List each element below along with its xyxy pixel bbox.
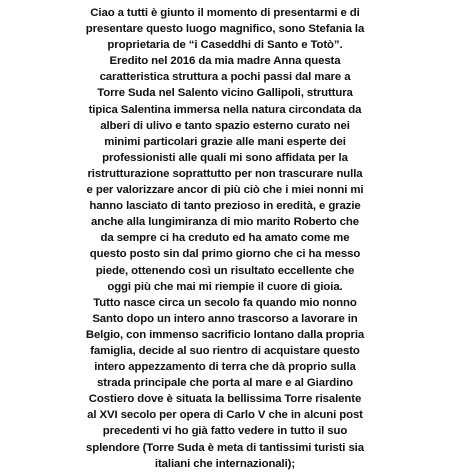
text-line-4: Eredito nel 2016 da mia madre Anna questa bbox=[109, 55, 341, 68]
text-line-22: famiglia, decide al suo rientro di acquistare questo bbox=[90, 344, 360, 357]
text-line-5: caratteristica struttura a pochi passi dal mare a bbox=[99, 71, 351, 84]
text-line-24: strada principale che porta al mare e al Giardino bbox=[97, 377, 353, 390]
story-text bbox=[0, 5, 450, 472]
text-line-14: anche alla lungimiranza di mio marito Roberto che bbox=[91, 216, 359, 229]
text-line-9: minimi particolari grazie alle mani esperte dei bbox=[104, 135, 346, 148]
text-line-2: presentare questo luogo magnifico, sono Stefania la bbox=[85, 23, 365, 36]
text-line-1: Ciao a tutti è giunto il momento di presentarmi e di bbox=[90, 7, 360, 19]
text-line-25: Costiero dove è situata la bellissima Torre risalente bbox=[88, 393, 362, 406]
text-line-18: oggi più che mai mi riempie il cuore di gioia. bbox=[107, 280, 343, 293]
text-line-8: alberi di ulivo e tanto spazio esterno curato nei bbox=[100, 119, 350, 132]
text-line-23: intero appezzamento di terra che dà proprio sulla bbox=[94, 361, 356, 374]
text-line-3: proprietaria de “i Caseddhi di Santo e Totò”. bbox=[107, 39, 343, 52]
text-line-15: da sempre ci ha creduto ed ha amato come me bbox=[100, 232, 350, 245]
text-line-21: Belgio, con immenso sacrificio lontano dalla propria bbox=[85, 328, 365, 341]
text-line-20: Santo dopo un intero anno trascorso a lavorare in bbox=[92, 312, 358, 325]
text-line-19: Tutto nasce circa un secolo fa quando mio nonno bbox=[93, 296, 357, 309]
text-line-12: e per valorizzare ancor di più ciò che i miei nonni mi bbox=[86, 184, 364, 197]
text-line-28: splendore (Torre Suda è meta di tantissimi turisti sia bbox=[86, 441, 364, 454]
text-line-10: professionisti alle quali mi sono affidata per la bbox=[102, 151, 348, 164]
text-line-6: Torre Suda nel Salento vicino Gallipoli, struttura bbox=[97, 87, 353, 100]
text-line-29: italiani che internazionali); bbox=[154, 457, 296, 470]
text-line-13: hanno lasciato di tanto prezioso in eredità, e grazie bbox=[89, 200, 361, 213]
text-line-17: piede, ottenendo così un risultato eccellente che bbox=[95, 264, 355, 277]
text-line-11: ristrutturazione soprattutto per non trascurare nulla bbox=[87, 167, 363, 180]
text-line-16: questo posto sin dal primo giorno che ci ha messo bbox=[89, 248, 361, 261]
text-line-7: tipica Salentina immersa nella natura circondata da bbox=[88, 103, 362, 116]
text-line-26: al XVI secolo per opera di Carlo V che in alcuni post bbox=[87, 409, 363, 422]
text-line-27: precedenti vi ho già fatto vedere in tutto il suo bbox=[102, 425, 348, 438]
